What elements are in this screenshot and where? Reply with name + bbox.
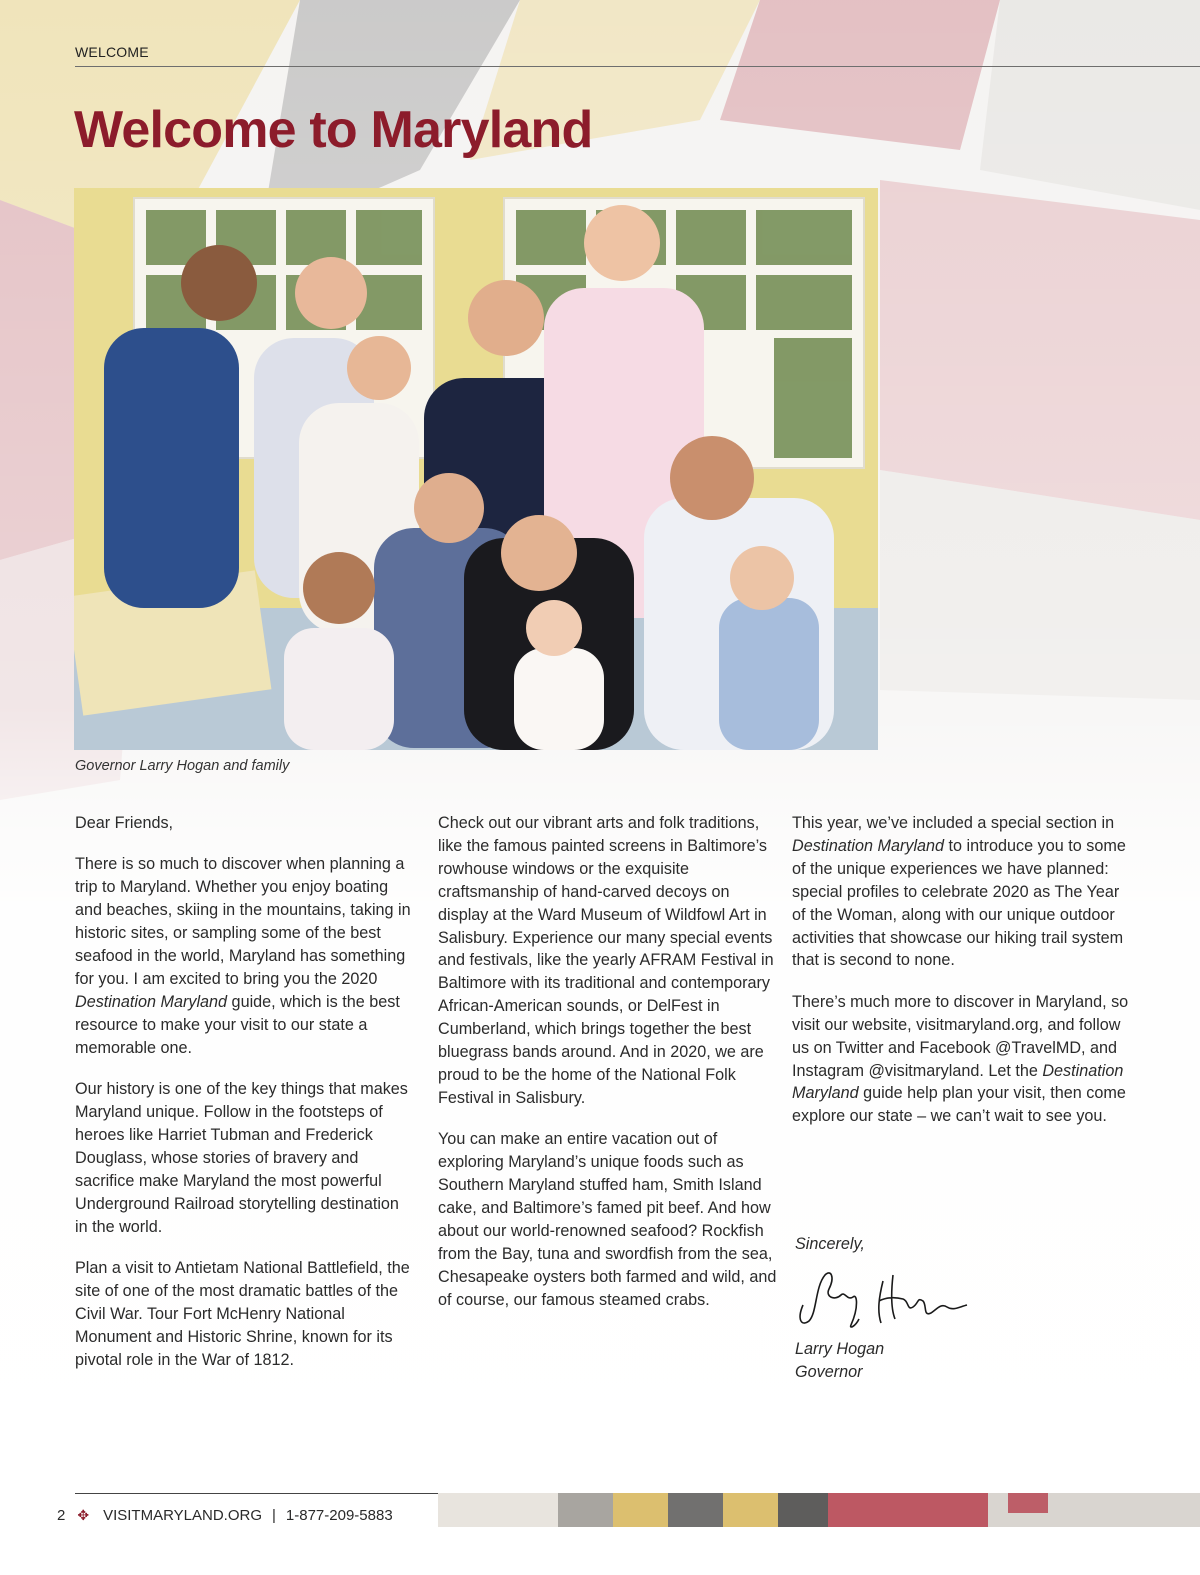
letter-paragraph: There is so much to discover when planning a trip to Maryland. Whether you enjoy boating and beaches, skiing in the mountains, taking in historic sites, or sampling some of the best seafood in the world, Maryland has something for you. I am excited to bring you the 2020 Destination Maryland guide, which is the best resource to make your visit to our state a memorable one. bbox=[75, 855, 411, 1057]
header-divider bbox=[75, 66, 1200, 67]
handwritten-signature bbox=[795, 1267, 975, 1333]
footer-divider bbox=[75, 1493, 438, 1494]
footer bbox=[57, 1507, 393, 1524]
letter-paragraph: You can make an entire vacation out of exploring Maryland’s unique foods such as Southern Maryland stuffed ham, Smith Island cake, and Baltimore’s famed pit beef. And how about our world-renowned seafood? Rockfish from the Bay, tuna and swordfish from the sea, Chesapeake oysters both farmed and wild, and of course, our famous steamed crabs. bbox=[438, 1130, 777, 1309]
letter-column-1 bbox=[75, 812, 415, 1390]
footer-phone[interactable]: 1-877-209-5883 bbox=[285, 1507, 393, 1524]
page-number: 2 bbox=[57, 1507, 66, 1524]
closing: Sincerely, bbox=[795, 1235, 865, 1253]
letter-paragraph: There’s much more to discover in Maryland, so visit our website, visitmaryland.org, and follow us on Twitter and Facebook @TravelMD, and Instagram @visitmaryland. Let the Destination Maryland guide help plan your visit, then come explore our state – we can’t wait to see you. bbox=[792, 992, 1129, 1126]
footer-separator: | bbox=[272, 1507, 276, 1524]
diamond-flower-icon: ✥ bbox=[77, 1507, 90, 1523]
section-label: WELCOME bbox=[75, 44, 149, 60]
signer-name: Larry Hogan bbox=[795, 1340, 885, 1358]
letter-paragraph: Our history is one of the key things that makes Maryland unique. Follow in the footsteps of heroes like Harriet Tubman and Frederick Douglass, whose stories of bravery and sacrifice make Maryland the most powerful Underground Railroad storytelling destination in the world. bbox=[75, 1080, 408, 1236]
letter-column-2 bbox=[438, 812, 778, 1330]
letter-column-3 bbox=[792, 812, 1132, 1147]
photo-caption: Governor Larry Hogan and family bbox=[75, 758, 290, 774]
letter-salutation: Dear Friends, bbox=[75, 814, 174, 832]
page-title: Welcome to Maryland bbox=[74, 101, 593, 159]
flag-band bbox=[438, 1493, 1200, 1527]
letter-paragraph: Check out our vibrant arts and folk traditions, like the famous painted screens in Baltimore’s rowhouse windows or the exquisite craftsmanship of hand-carved decoys on display at the Ward Museum of Wildfowl Art in Salisbury. Experience our many special events and festivals, like the yearly AFRAM Festival in Baltimore with its traditional and contemporary African-American sounds, or DelFest in Cumberland, which brings together the best bluegrass bands around. And in 2020, we are proud to be the home of the National Folk Festival in Salisbury. bbox=[438, 814, 774, 1107]
letter-paragraph: Plan a visit to Antietam National Battlefield, the site of one of the most dramatic battles of the Civil War. Tour Fort McHenry National Monument and Historic Shrine, known for its pivotal role in the War of 1812. bbox=[75, 1258, 410, 1369]
letter-paragraph: This year, we’ve included a special section in Destination Maryland to introduce you to some of the unique experiences we have planned: special profiles to celebrate 2020 as The Year of the Woman, along with our unique outdoor activities that showcase our hiking trail system that is second to none. bbox=[792, 814, 1126, 970]
signer-title: Governor bbox=[795, 1363, 863, 1381]
footer-website[interactable]: VISITMARYLAND.ORG bbox=[103, 1507, 262, 1524]
family-photo bbox=[74, 188, 878, 750]
